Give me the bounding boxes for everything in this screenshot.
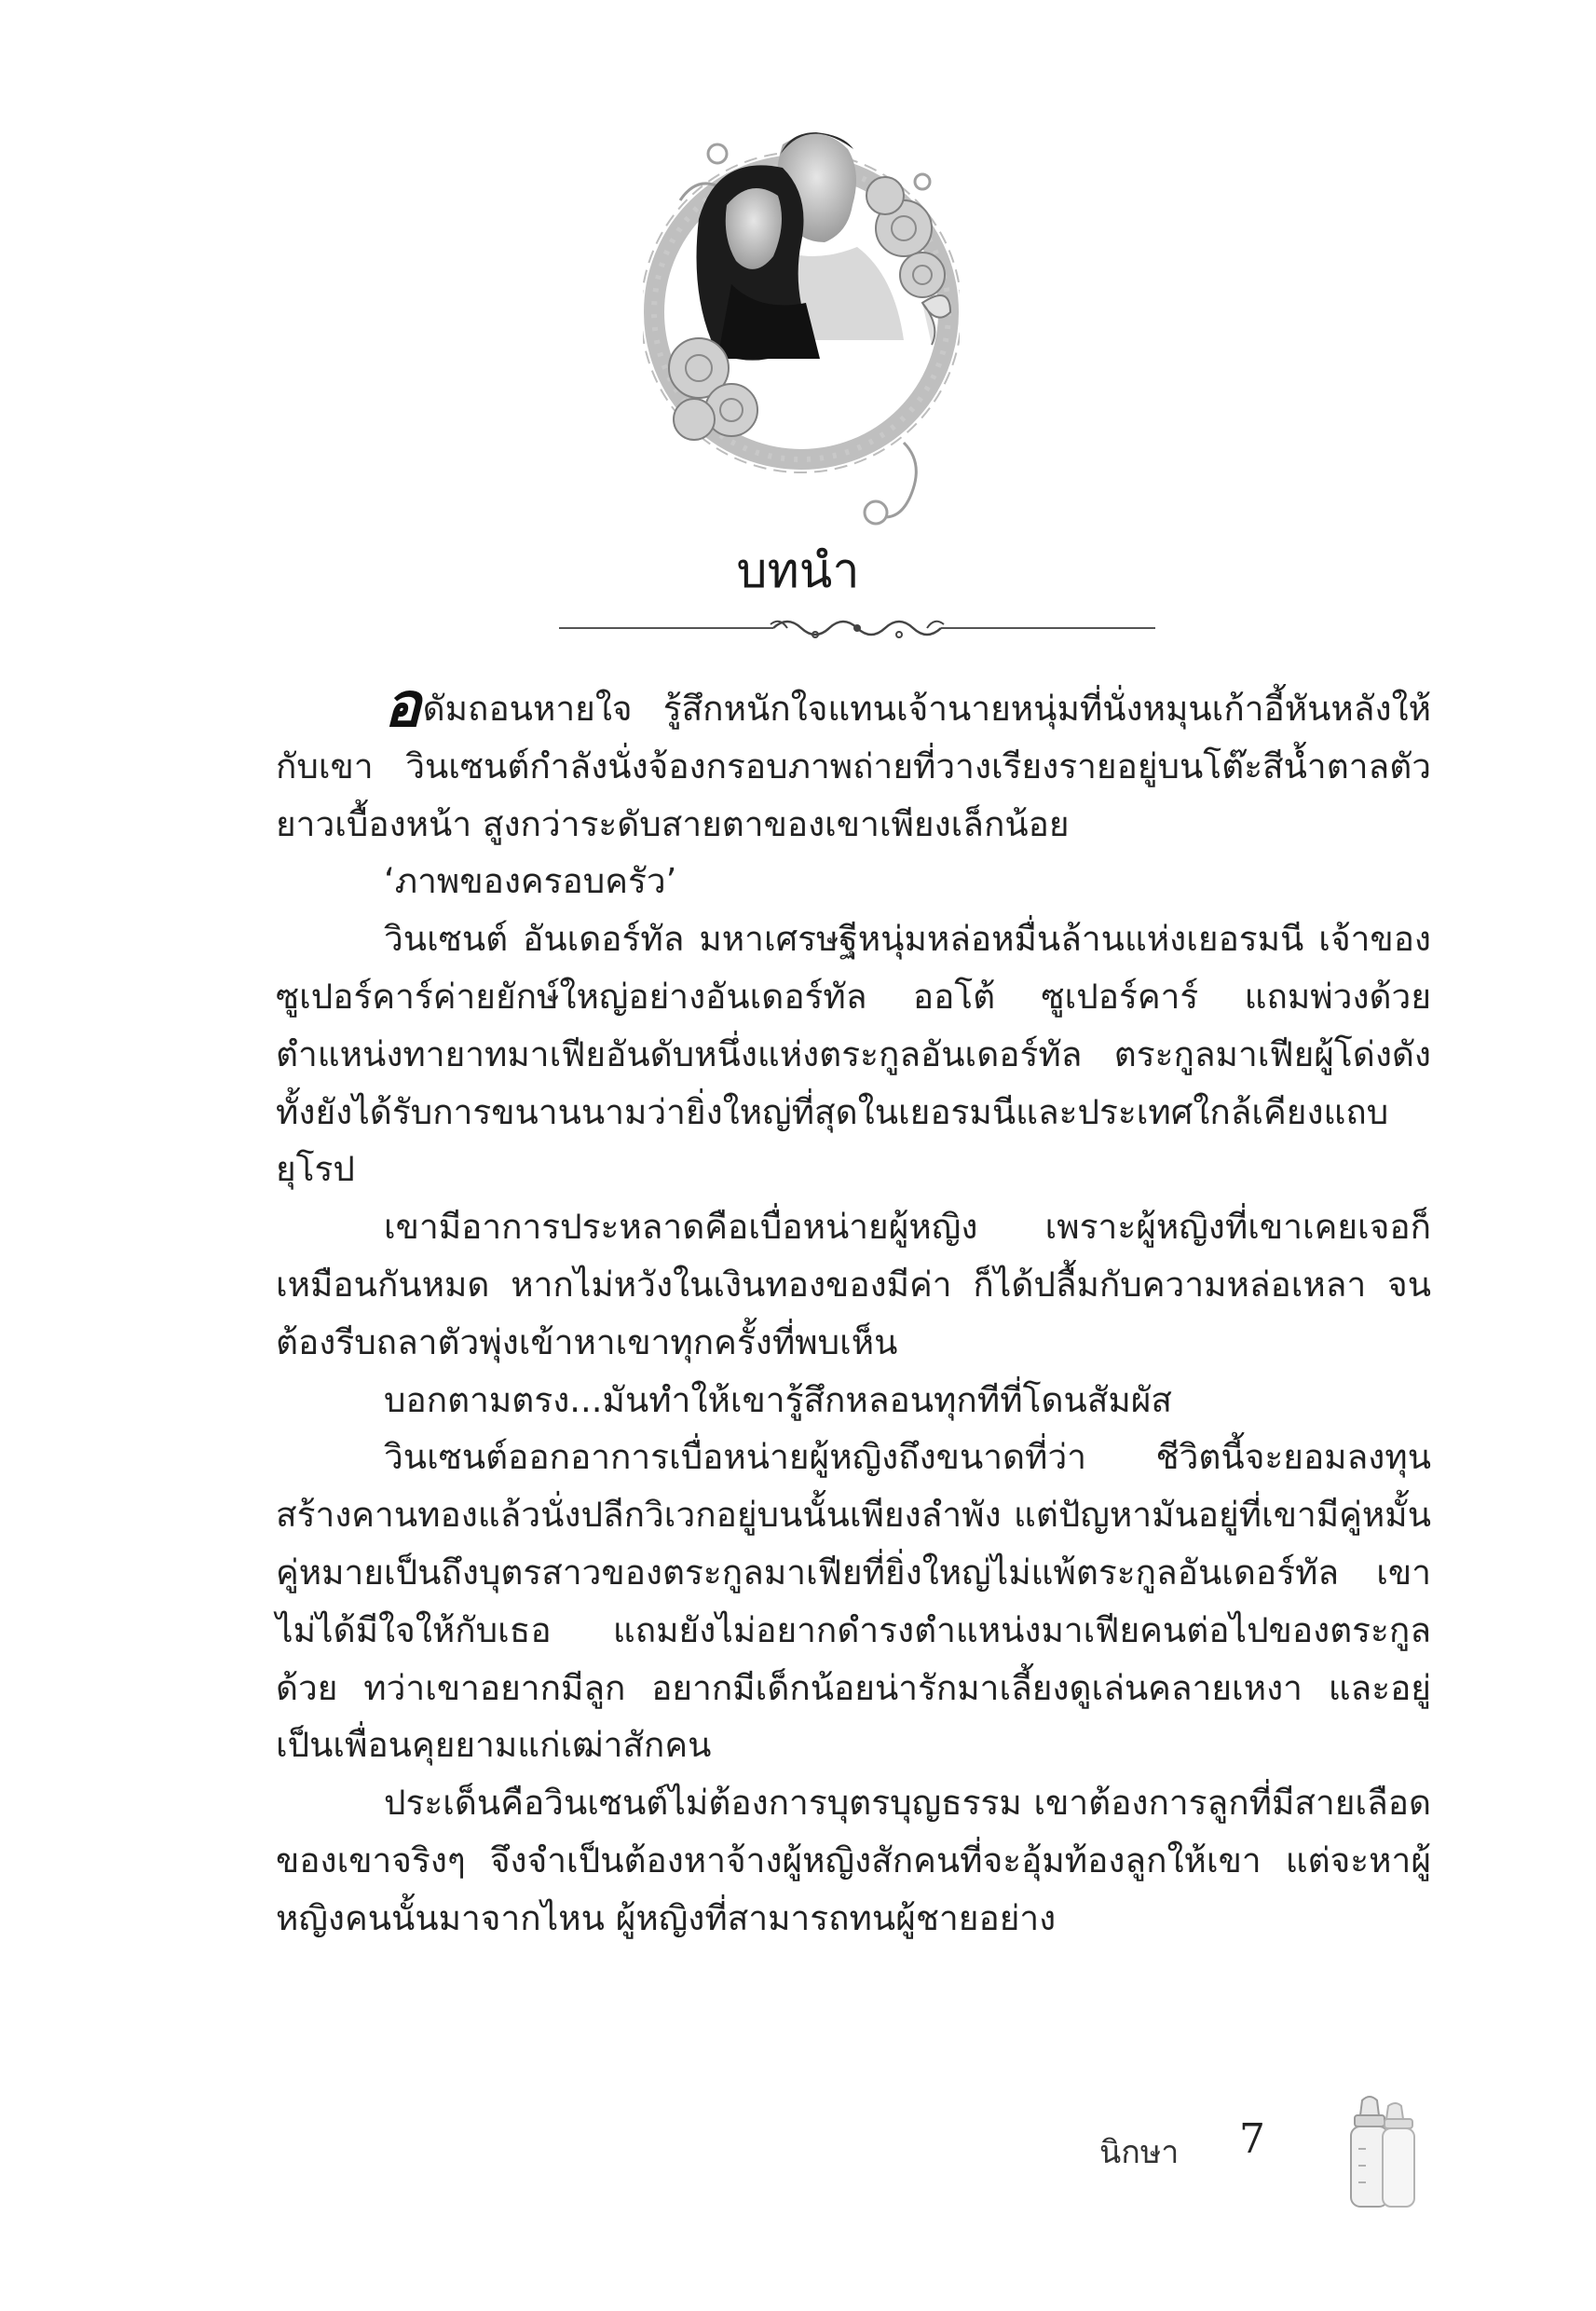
paragraph: เขามีอาการประหลาดคือเบื่อหน่ายผู้หญิง เพราะผู้หญิงที่เขาเคยเจอก็เหมือนกันหมด หากไม่หวังในเงินทองของมีค่า ก็ได้ปลื้มกับความหล่อเหลา จนต้องรีบถลาตัวพุ่งเข้าหาเขาทุกครั้งที่พบเห็น xyxy=(276,1207,1431,1362)
page-number: 7 xyxy=(1239,2115,1265,2163)
drop-cap: อ xyxy=(384,668,421,741)
paragraph: วินเซนต์ออกอาการเบื่อหน่ายผู้หญิงถึงขนาดที่ว่า ชีวิตนี้จะยอมลงทุนสร้างคานทองแล้วนั่งปลีกวิเวกอยู่บนนั้นเพียงลำพัง แต่ปัญหามันอยู่ที่เขามีคู่หมั้นคู่หมายเป็นถึงบุตรสาวของตระกูลมาเฟียที่ยิ่งใหญ่ไม่แพ้ตระกูลอันเดอร์ทัล เขาไม่ได้มีใจให้กับเธอ แถมยังไม่อยากดำรงตำแหน่งมาเฟียคนต่อไปของตระกูลด้วย ทว่าเขาอยากมีลูก อยากมีเด็กน้อยน่ารักมาเลี้ยงดูเล่นคลายเหงา และอยู่เป็นเพื่อนคุยยามแก่เฒ่าสักคน xyxy=(276,1437,1431,1766)
paragraph: ประเด็นคือวินเซนต์ไม่ต้องการบุตรบุญธรรม เขาต้องการลูกที่มีสายเลือดของเขาจริงๆ จึงจำเป็นต้องหาจ้างผู้หญิงสักคนที่จะอุ้มท้องลูกให้เขา แต่จะหาผู้หญิงคนนั้นมาจากไหน ผู้หญิงที่สามารถทนผู้ชายอย่าง xyxy=(276,1783,1431,1938)
paragraph-text: ดัมถอนหายใจ รู้สึกหนักใจแทนเจ้านายหนุ่มที่นั่งหมุนเก้าอี้หันหลังให้กับเขา วินเซนต์กำลังนั่งจ้องกรอบภาพถ่ายที่วางเรียงรายอยู่บนโต๊ะสีน้ำตาลตัวยาวเบื้องหน้า สูงกว่าระดับสายตาของเขาเพียงเล็กน้อย xyxy=(276,689,1431,844)
body-text xyxy=(276,668,1431,1948)
paragraph xyxy=(276,668,1431,853)
paragraph: บอกตามตรง...มันทำให้เขารู้สึกหลอนทุกทีที่โดนสัมผัส xyxy=(384,1379,1173,1420)
baby-bottle-icon xyxy=(1334,2093,1418,2214)
paragraph: ‘ภาพของครอบครัว’ xyxy=(384,861,677,902)
ornamental-divider-icon xyxy=(559,609,1155,647)
couple-wreath-illustration xyxy=(643,89,960,536)
chapter-title: บทนำ xyxy=(736,543,860,599)
paragraph: วินเซนต์ อันเดอร์ทัล มหาเศรษฐีหนุ่มหล่อหมื่นล้านแห่งเยอรมนี เจ้าของซูเปอร์คาร์ค่ายยักษ์ใหญ่อย่างอันเดอร์ทัล ออโต้ ซูเปอร์คาร์ แถมพ่วงด้วยตำแหน่งทายาทมาเฟียอันดับหนึ่งแห่งตระกูลอันเดอร์ทัล ตระกูลมาเฟียผู้โด่งดัง ทั้งยังได้รับการขนานนามว่ายิ่งใหญ่ที่สุดในเยอรมนีและประเทศใกล้เคียงแถบยุโรป xyxy=(276,919,1431,1190)
footer-author: นิกษา xyxy=(1099,2134,1180,2171)
